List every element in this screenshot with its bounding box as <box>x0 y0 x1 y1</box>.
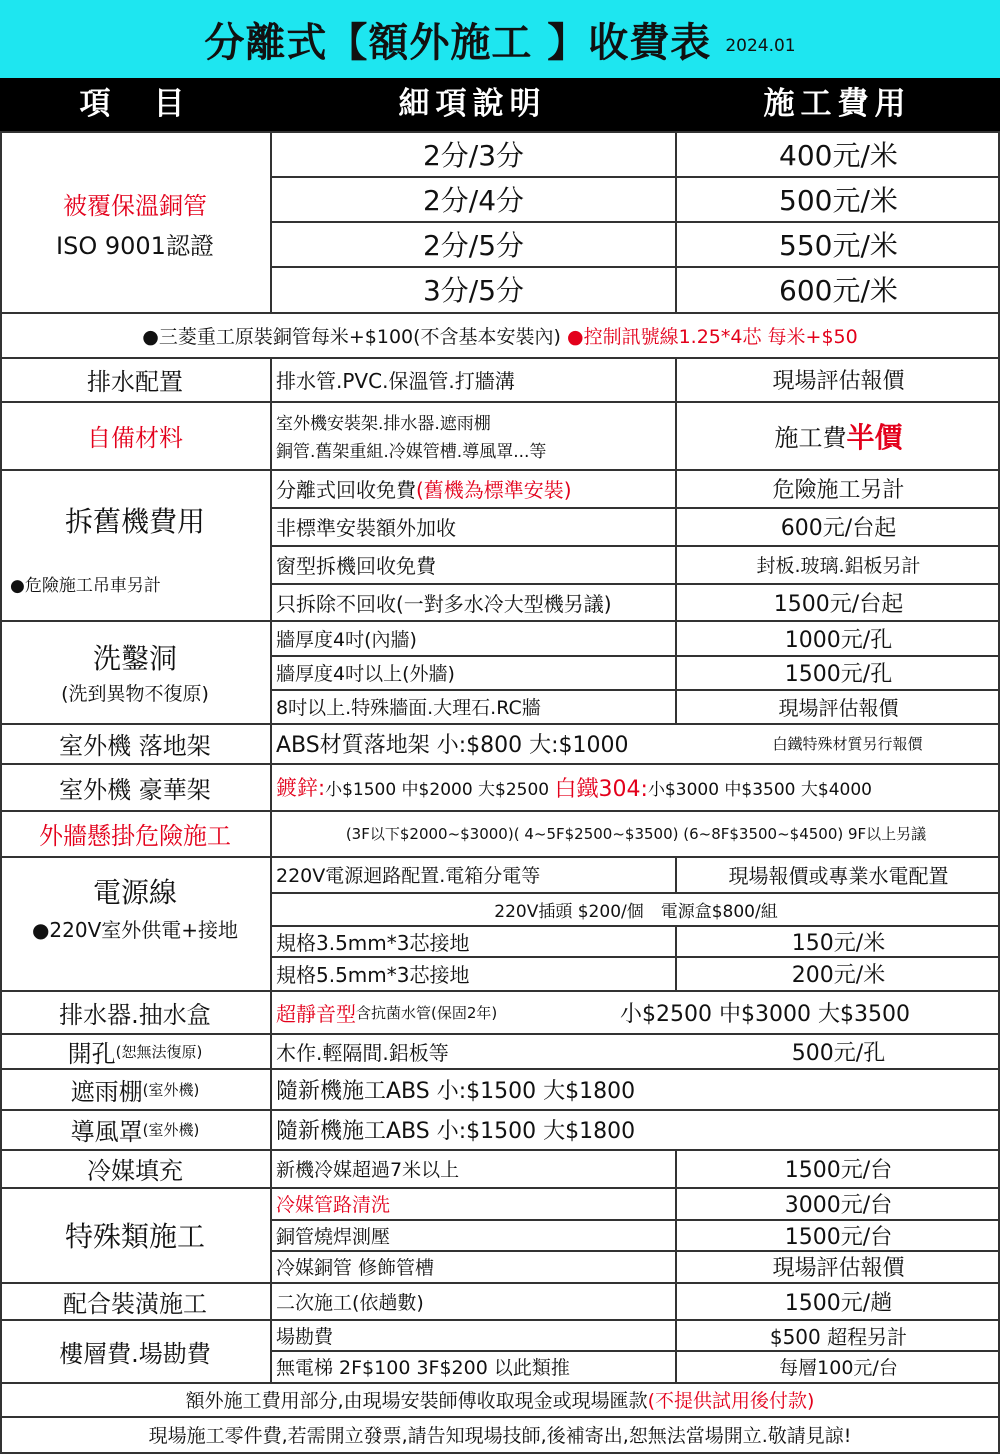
special-price: 1500元/台 <box>784 1224 893 1250</box>
drill-price: 現場評估報價 <box>778 696 899 720</box>
drill-note: (洗到異物不復原) <box>61 682 209 705</box>
refill-price: 1500元/台 <box>784 1158 893 1183</box>
copper-spec: 2分/3分 <box>422 138 525 172</box>
lux-stand-price: 小$3000 中$3500 大$4000 <box>647 779 872 800</box>
footer-invoice: 現場施工零件費,若需開立發票,請告知現場技師,後補寄出,恕無法當場開立.敬請見諒! <box>148 1425 852 1447</box>
copper-price: 500元/米 <box>779 183 898 217</box>
special-price: 3000元/台 <box>784 1193 893 1218</box>
item-pump: 排水器.抽水盒 <box>59 1000 211 1029</box>
item-duct <box>0 1110 270 1149</box>
floor-stand-desc: ABS材質落地架 小:$800 大:$1000 <box>276 733 629 758</box>
floor-fee-price: 每層100元/台 <box>779 1357 898 1379</box>
removal-price: 封板.玻璃.鋁板另計 <box>756 555 921 577</box>
self-supply-half: 半價 <box>846 420 903 454</box>
note-copper <box>0 313 1000 357</box>
item-copper-iso: ISO 9001認證 <box>56 231 214 260</box>
power-desc: 規格5.5mm*3芯接地 <box>276 963 470 987</box>
copper-price: 550元/米 <box>779 228 898 262</box>
hole-label: 開孔 <box>67 1039 116 1068</box>
drain-desc: 排水管.PVC.保溫管.打牆溝 <box>276 369 515 393</box>
drill-desc: 牆厚度4吋以上(外牆) <box>276 663 455 685</box>
floor-stand-note: 白鐵特殊材質另行報價 <box>772 735 923 753</box>
date-label: 2024.01 <box>725 36 796 56</box>
pump-price: 小$2500 中$3000 大$3500 <box>620 1001 910 1027</box>
renovation-price: 1500元/趟 <box>784 1290 893 1316</box>
floor-fee-price: $500 超程另計 <box>769 1324 908 1349</box>
copper-spec: 3分/5分 <box>422 274 525 307</box>
table-header <box>0 78 1000 131</box>
removal-desc: 分離式回收免費 <box>276 478 416 502</box>
item-self-supply: 自備材料 <box>87 424 183 452</box>
lux-stand-galvanized: 鍍鋅: <box>276 776 326 800</box>
duct-label: 導風罩 <box>70 1118 143 1146</box>
renovation-desc: 二次施工(依趟數) <box>276 1291 424 1314</box>
copper-spec: 2分/5分 <box>422 228 525 262</box>
lux-stand-desc <box>276 764 1000 810</box>
self-supply-price-text: 施工費 <box>774 424 847 452</box>
floor-fee-desc: 場勘費 <box>276 1325 334 1348</box>
divider <box>270 357 272 1382</box>
item-wall-hanging: 外牆懸掛危險施工 <box>39 822 231 850</box>
removal-price: 600元/台起 <box>780 516 897 541</box>
item-special: 特殊類施工 <box>64 1220 205 1253</box>
item-lux-stand: 室外機 豪華架 <box>59 775 211 804</box>
removal-price: 1500元/台起 <box>773 591 904 617</box>
footer-payment-text: 額外施工費用部分,由現場安裝師傅收取現金或現場匯款 <box>185 1390 648 1412</box>
removal-price: 危險施工另計 <box>772 478 905 503</box>
item-copper-pipe: 被覆保溫銅管 <box>63 191 207 220</box>
removal-desc-red: (舊機為標準安裝) <box>416 478 572 502</box>
special-desc: 冷媒銅管 修飾管槽 <box>276 1257 435 1279</box>
power-note: ●220V室外供電+接地 <box>31 917 239 942</box>
power-desc: 220V電源迴路配置.電箱分電等 <box>276 865 541 887</box>
title-bar <box>0 0 1000 78</box>
awning-note: (室外機) <box>142 1080 200 1099</box>
lux-stand-steel: 白鐵304: <box>554 776 648 802</box>
refill-desc: 新機冷媒超過7米以上 <box>276 1159 460 1181</box>
special-desc: 銅管燒焊測壓 <box>276 1225 391 1248</box>
self-supply-price <box>677 402 1000 469</box>
pump-desc <box>276 991 606 1033</box>
item-awning <box>0 1069 270 1109</box>
copper-price: 400元/米 <box>779 138 898 172</box>
removal-desc: 非標準安裝額外加收 <box>276 516 456 540</box>
drain-price: 現場評估報價 <box>772 369 905 394</box>
footer-payment <box>0 1383 1000 1416</box>
note-copper-text: ●三菱重工原裝銅管每米+$100(不含基本安裝內) <box>142 325 561 348</box>
pump-silent: 超靜音型 <box>276 1001 356 1026</box>
removal-note: ●危險施工吊車另計 <box>10 575 161 596</box>
power-price: 200元/米 <box>791 963 886 988</box>
special-price: 現場評估報價 <box>772 1256 905 1281</box>
awning-label: 遮雨棚 <box>70 1077 143 1106</box>
removal-desc: 只拆除不回收(一對多水冷大型機另議) <box>276 591 612 616</box>
item-floor-stand: 室外機 落地架 <box>59 732 211 760</box>
header-price: 施工費用 <box>763 86 912 122</box>
item-renovation: 配合裝潢施工 <box>63 1289 207 1318</box>
drill-price: 1000元/孔 <box>784 627 893 653</box>
header-item: 項 目 <box>79 86 191 122</box>
copper-price: 600元/米 <box>779 274 898 307</box>
self-supply-desc: 室外機安裝架.排水器.遮雨棚 <box>276 413 491 434</box>
special-desc: 冷媒管路清洗 <box>276 1194 391 1216</box>
awning-desc: 隨新機施工ABS 小:$1500 大$1800 <box>276 1078 636 1104</box>
drill-price: 1500元/孔 <box>784 662 893 687</box>
footer-payment-red: (不提供試用後付款) <box>647 1390 815 1412</box>
item-refill: 冷媒填充 <box>87 1157 183 1185</box>
removal-row <box>276 470 675 507</box>
duct-note: (室外機) <box>142 1121 200 1139</box>
drill-desc: 牆厚度4吋(內牆) <box>276 628 417 651</box>
item-power: 電源線 <box>92 876 177 909</box>
power-plug-box: 220V插頭 $200/個 電源盒$800/組 <box>494 901 778 922</box>
duct-desc: 隨新機施工ABS 小:$1500 大$1800 <box>276 1119 636 1144</box>
drill-desc: 8吋以上.特殊牆面.大理石.RC牆 <box>276 697 541 719</box>
wall-hanging-desc: (3F以下$2000~$3000)( 4~5F$2500~$3500) (6~8F$3500~$4500) 9F以上另議 <box>345 825 927 843</box>
lux-stand-price: 小$1500 中$2000 大$2500 <box>325 779 550 800</box>
copper-spec: 2分/4分 <box>422 183 525 217</box>
pump-hose: 含抗菌水管(保固2年) <box>356 1003 498 1022</box>
removal-desc: 窗型拆機回收免費 <box>276 554 436 578</box>
item-removal: 拆舊機費用 <box>64 505 205 538</box>
floor-fee-desc: 無電梯 2F$100 3F$200 以此類推 <box>276 1357 570 1379</box>
power-price: 現場報價或專業水電配置 <box>728 864 949 888</box>
item-floor-fee: 樓層費.場勘費 <box>59 1339 211 1368</box>
hole-note: (恕無法復原) <box>115 1042 203 1061</box>
self-supply-desc: 銅管.舊架重組.冷媒管槽.導風罩...等 <box>276 441 547 462</box>
item-drill: 洗鑿洞 <box>92 642 177 675</box>
item-drain: 排水配置 <box>87 368 183 396</box>
note-signal-wire: ●控制訊號線1.25*4芯 每米+$50 <box>567 325 858 348</box>
hole-desc: 木作.輕隔間.鋁板等 <box>276 1040 449 1065</box>
hole-price: 500元/孔 <box>791 1040 886 1066</box>
power-price: 150元/米 <box>791 930 886 956</box>
page-title: 分離式【額外施工 】收費表 <box>204 19 712 66</box>
item-hole <box>0 1034 270 1068</box>
header-detail: 細項說明 <box>398 86 547 122</box>
power-desc: 規格3.5mm*3芯接地 <box>276 930 470 955</box>
